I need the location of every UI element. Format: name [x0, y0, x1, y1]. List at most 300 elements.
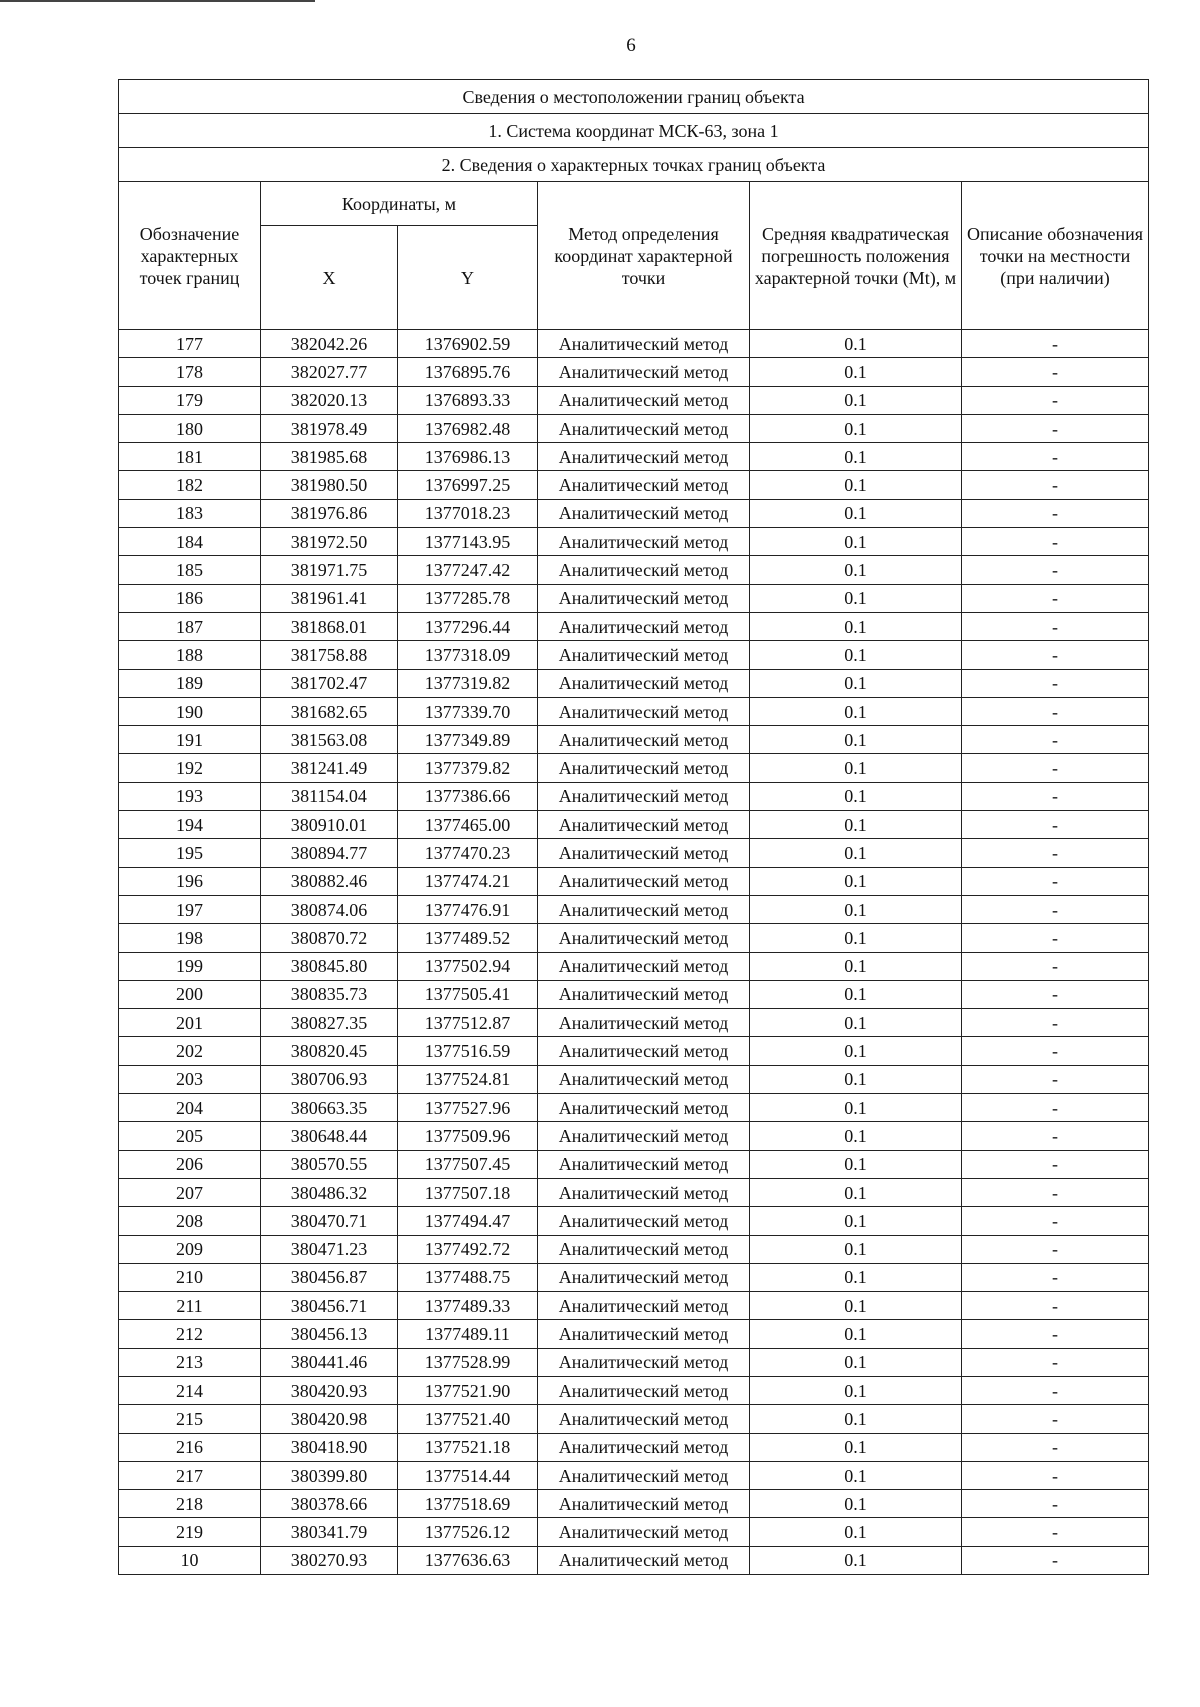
description-cell: - [962, 1235, 1149, 1263]
table-row [119, 782, 1149, 810]
x-coord-cell: 381978.49 [261, 414, 398, 442]
method-cell: Аналитический метод [538, 443, 750, 471]
accuracy-cell: 0.1 [750, 556, 962, 584]
x-coord-cell: 380570.55 [261, 1150, 398, 1178]
x-coord-cell: 380270.93 [261, 1546, 398, 1574]
description-cell: - [962, 1433, 1149, 1461]
accuracy-cell: 0.1 [750, 358, 962, 386]
x-coord-cell: 380874.06 [261, 895, 398, 923]
method-cell: Аналитический метод [538, 414, 750, 442]
method-cell: Аналитический метод [538, 584, 750, 612]
accuracy-cell: 0.1 [750, 414, 962, 442]
table-row [119, 726, 1149, 754]
header-accuracy: Средняя квадратическая погрешность положения характерной точки (Mt), м [750, 182, 962, 330]
table-row [119, 669, 1149, 697]
method-cell: Аналитический метод [538, 1207, 750, 1235]
table-row [119, 556, 1149, 584]
y-coord-cell: 1377524.81 [398, 1065, 538, 1093]
y-coord-cell: 1377247.42 [398, 556, 538, 584]
method-cell: Аналитический метод [538, 1122, 750, 1150]
x-coord-cell: 380418.90 [261, 1433, 398, 1461]
accuracy-cell: 0.1 [750, 1094, 962, 1122]
method-cell: Аналитический метод [538, 1009, 750, 1037]
method-cell: Аналитический метод [538, 924, 750, 952]
description-cell: - [962, 1292, 1149, 1320]
description-cell: - [962, 471, 1149, 499]
method-cell: Аналитический метод [538, 1094, 750, 1122]
table-row [119, 1178, 1149, 1206]
x-coord-cell: 380470.71 [261, 1207, 398, 1235]
y-coord-cell: 1376895.76 [398, 358, 538, 386]
table-row [119, 811, 1149, 839]
accuracy-cell: 0.1 [750, 839, 962, 867]
description-cell: - [962, 414, 1149, 442]
method-cell: Аналитический метод [538, 528, 750, 556]
point-id-cell: 200 [119, 980, 261, 1008]
point-id-cell: 203 [119, 1065, 261, 1093]
y-coord-cell: 1377507.18 [398, 1178, 538, 1206]
description-cell: - [962, 754, 1149, 782]
y-coord-cell: 1377349.89 [398, 726, 538, 754]
accuracy-cell: 0.1 [750, 782, 962, 810]
accuracy-cell: 0.1 [750, 1546, 962, 1574]
x-coord-cell: 380845.80 [261, 952, 398, 980]
x-coord-cell: 380420.93 [261, 1376, 398, 1404]
boundary-points-table [118, 79, 1149, 1575]
x-coord-cell: 380706.93 [261, 1065, 398, 1093]
point-id-cell: 182 [119, 471, 261, 499]
accuracy-cell: 0.1 [750, 1037, 962, 1065]
description-cell: - [962, 1461, 1149, 1489]
accuracy-cell: 0.1 [750, 811, 962, 839]
method-cell: Аналитический метод [538, 811, 750, 839]
point-id-cell: 183 [119, 499, 261, 527]
y-coord-cell: 1377018.23 [398, 499, 538, 527]
method-cell: Аналитический метод [538, 330, 750, 358]
x-coord-cell: 382027.77 [261, 358, 398, 386]
table-row [119, 330, 1149, 358]
y-coord-cell: 1376986.13 [398, 443, 538, 471]
table-row [119, 895, 1149, 923]
description-cell: - [962, 584, 1149, 612]
accuracy-cell: 0.1 [750, 443, 962, 471]
title-row [119, 114, 1149, 148]
x-coord-cell: 380894.77 [261, 839, 398, 867]
description-cell: - [962, 443, 1149, 471]
table-row [119, 1094, 1149, 1122]
point-id-cell: 219 [119, 1518, 261, 1546]
y-coord-cell: 1377521.40 [398, 1405, 538, 1433]
method-cell: Аналитический метод [538, 1037, 750, 1065]
accuracy-cell: 0.1 [750, 726, 962, 754]
x-coord-cell: 380648.44 [261, 1122, 398, 1150]
x-coord-cell: 382020.13 [261, 386, 398, 414]
table-row [119, 924, 1149, 952]
y-coord-cell: 1377489.11 [398, 1320, 538, 1348]
description-cell: - [962, 895, 1149, 923]
x-coord-cell: 381985.68 [261, 443, 398, 471]
method-cell: Аналитический метод [538, 895, 750, 923]
method-cell: Аналитический метод [538, 471, 750, 499]
point-id-cell: 197 [119, 895, 261, 923]
accuracy-cell: 0.1 [750, 1009, 962, 1037]
description-cell: - [962, 1320, 1149, 1348]
table-row [119, 1376, 1149, 1404]
point-id-cell: 193 [119, 782, 261, 810]
method-cell: Аналитический метод [538, 1320, 750, 1348]
header-coordinates: Координаты, м [261, 182, 538, 226]
method-cell: Аналитический метод [538, 1405, 750, 1433]
point-id-cell: 177 [119, 330, 261, 358]
method-cell: Аналитический метод [538, 839, 750, 867]
accuracy-cell: 0.1 [750, 1376, 962, 1404]
description-cell: - [962, 952, 1149, 980]
table-row [119, 1320, 1149, 1348]
description-cell: - [962, 528, 1149, 556]
title-row [119, 148, 1149, 182]
point-id-cell: 214 [119, 1376, 261, 1404]
method-cell: Аналитический метод [538, 1292, 750, 1320]
accuracy-cell: 0.1 [750, 1433, 962, 1461]
page-number: 6 [626, 35, 636, 56]
accuracy-cell: 0.1 [750, 499, 962, 527]
y-coord-cell: 1377518.69 [398, 1490, 538, 1518]
description-cell: - [962, 1263, 1149, 1291]
y-coord-cell: 1377636.63 [398, 1546, 538, 1574]
point-id-cell: 216 [119, 1433, 261, 1461]
table-row [119, 697, 1149, 725]
accuracy-cell: 0.1 [750, 980, 962, 1008]
y-coord-cell: 1377318.09 [398, 641, 538, 669]
header-description: Описание обозначения точки на местности (при наличии) [962, 182, 1149, 330]
method-cell: Аналитический метод [538, 754, 750, 782]
accuracy-cell: 0.1 [750, 1122, 962, 1150]
description-cell: - [962, 1546, 1149, 1574]
y-coord-cell: 1377507.45 [398, 1150, 538, 1178]
accuracy-cell: 0.1 [750, 1405, 962, 1433]
accuracy-cell: 0.1 [750, 1348, 962, 1376]
point-id-cell: 189 [119, 669, 261, 697]
y-coord-cell: 1376902.59 [398, 330, 538, 358]
accuracy-cell: 0.1 [750, 1263, 962, 1291]
point-id-cell: 205 [119, 1122, 261, 1150]
method-cell: Аналитический метод [538, 386, 750, 414]
header-x: X [261, 226, 398, 330]
y-coord-cell: 1377514.44 [398, 1461, 538, 1489]
method-cell: Аналитический метод [538, 1178, 750, 1206]
description-cell: - [962, 726, 1149, 754]
method-cell: Аналитический метод [538, 1235, 750, 1263]
description-cell: - [962, 669, 1149, 697]
y-coord-cell: 1377488.75 [398, 1263, 538, 1291]
point-id-cell: 181 [119, 443, 261, 471]
method-cell: Аналитический метод [538, 556, 750, 584]
point-id-cell: 196 [119, 867, 261, 895]
point-id-cell: 178 [119, 358, 261, 386]
table-row [119, 1348, 1149, 1376]
x-coord-cell: 381971.75 [261, 556, 398, 584]
accuracy-cell: 0.1 [750, 471, 962, 499]
accuracy-cell: 0.1 [750, 754, 962, 782]
table-row [119, 471, 1149, 499]
x-coord-cell: 380827.35 [261, 1009, 398, 1037]
x-coord-cell: 380910.01 [261, 811, 398, 839]
header-row-top [119, 182, 1149, 226]
method-cell: Аналитический метод [538, 782, 750, 810]
table-row [119, 1065, 1149, 1093]
accuracy-cell: 0.1 [750, 1320, 962, 1348]
x-coord-cell: 381154.04 [261, 782, 398, 810]
method-cell: Аналитический метод [538, 1150, 750, 1178]
point-id-cell: 201 [119, 1009, 261, 1037]
description-cell: - [962, 556, 1149, 584]
accuracy-cell: 0.1 [750, 1150, 962, 1178]
method-cell: Аналитический метод [538, 1461, 750, 1489]
description-cell: - [962, 641, 1149, 669]
point-id-cell: 210 [119, 1263, 261, 1291]
accuracy-cell: 0.1 [750, 1235, 962, 1263]
x-coord-cell: 380835.73 [261, 980, 398, 1008]
accuracy-cell: 0.1 [750, 330, 962, 358]
y-coord-cell: 1376893.33 [398, 386, 538, 414]
x-coord-cell: 381961.41 [261, 584, 398, 612]
description-cell: - [962, 1207, 1149, 1235]
y-coord-cell: 1377489.33 [398, 1292, 538, 1320]
x-coord-cell: 380870.72 [261, 924, 398, 952]
y-coord-cell: 1377509.96 [398, 1122, 538, 1150]
x-coord-cell: 381972.50 [261, 528, 398, 556]
x-coord-cell: 380456.87 [261, 1263, 398, 1291]
table-row [119, 1122, 1149, 1150]
table-row [119, 1292, 1149, 1320]
table-row [119, 980, 1149, 1008]
point-id-cell: 204 [119, 1094, 261, 1122]
description-cell: - [962, 811, 1149, 839]
point-id-cell: 191 [119, 726, 261, 754]
y-coord-cell: 1377489.52 [398, 924, 538, 952]
point-id-cell: 190 [119, 697, 261, 725]
method-cell: Аналитический метод [538, 499, 750, 527]
description-cell: - [962, 839, 1149, 867]
table-row [119, 839, 1149, 867]
x-coord-cell: 380663.35 [261, 1094, 398, 1122]
accuracy-cell: 0.1 [750, 1518, 962, 1546]
point-id-cell: 179 [119, 386, 261, 414]
table-row [119, 867, 1149, 895]
accuracy-cell: 0.1 [750, 584, 962, 612]
x-coord-cell: 382042.26 [261, 330, 398, 358]
point-id-cell: 213 [119, 1348, 261, 1376]
x-coord-cell: 381241.49 [261, 754, 398, 782]
y-coord-cell: 1376982.48 [398, 414, 538, 442]
y-coord-cell: 1377319.82 [398, 669, 538, 697]
description-cell: - [962, 1178, 1149, 1206]
table-row [119, 358, 1149, 386]
x-coord-cell: 380486.32 [261, 1178, 398, 1206]
method-cell: Аналитический метод [538, 669, 750, 697]
point-id-cell: 184 [119, 528, 261, 556]
y-coord-cell: 1377285.78 [398, 584, 538, 612]
y-coord-cell: 1377521.18 [398, 1433, 538, 1461]
description-cell: - [962, 924, 1149, 952]
table-row [119, 1207, 1149, 1235]
description-cell: - [962, 867, 1149, 895]
method-cell: Аналитический метод [538, 1263, 750, 1291]
x-coord-cell: 381702.47 [261, 669, 398, 697]
point-id-cell: 195 [119, 839, 261, 867]
y-coord-cell: 1377474.21 [398, 867, 538, 895]
table-row [119, 1490, 1149, 1518]
description-cell: - [962, 1094, 1149, 1122]
accuracy-cell: 0.1 [750, 1178, 962, 1206]
accuracy-cell: 0.1 [750, 895, 962, 923]
x-coord-cell: 380378.66 [261, 1490, 398, 1518]
description-cell: - [962, 386, 1149, 414]
y-coord-cell: 1376997.25 [398, 471, 538, 499]
description-cell: - [962, 1009, 1149, 1037]
x-coord-cell: 380456.13 [261, 1320, 398, 1348]
x-coord-cell: 381682.65 [261, 697, 398, 725]
table-row [119, 528, 1149, 556]
method-cell: Аналитический метод [538, 1348, 750, 1376]
accuracy-cell: 0.1 [750, 1065, 962, 1093]
header-method: Метод определения координат характерной точки [538, 182, 750, 330]
description-cell: - [962, 782, 1149, 810]
method-cell: Аналитический метод [538, 1433, 750, 1461]
table-row [119, 1235, 1149, 1263]
table-row [119, 612, 1149, 640]
method-cell: Аналитический метод [538, 358, 750, 386]
header-point: Обозначение характерных точек границ [119, 182, 261, 330]
point-id-cell: 206 [119, 1150, 261, 1178]
table-row [119, 1518, 1149, 1546]
y-coord-cell: 1377143.95 [398, 528, 538, 556]
description-cell: - [962, 330, 1149, 358]
method-cell: Аналитический метод [538, 641, 750, 669]
table-row [119, 1009, 1149, 1037]
y-coord-cell: 1377339.70 [398, 697, 538, 725]
description-cell: - [962, 980, 1149, 1008]
accuracy-cell: 0.1 [750, 952, 962, 980]
point-id-cell: 209 [119, 1235, 261, 1263]
accuracy-cell: 0.1 [750, 386, 962, 414]
x-coord-cell: 381868.01 [261, 612, 398, 640]
method-cell: Аналитический метод [538, 952, 750, 980]
method-cell: Аналитический метод [538, 1490, 750, 1518]
accuracy-cell: 0.1 [750, 612, 962, 640]
table-row [119, 386, 1149, 414]
table-row [119, 1263, 1149, 1291]
table-row [119, 1461, 1149, 1489]
table-row [119, 1405, 1149, 1433]
method-cell: Аналитический метод [538, 1376, 750, 1404]
description-cell: - [962, 499, 1149, 527]
point-id-cell: 215 [119, 1405, 261, 1433]
table-row [119, 952, 1149, 980]
y-coord-cell: 1377505.41 [398, 980, 538, 1008]
point-id-cell: 207 [119, 1178, 261, 1206]
y-coord-cell: 1377492.72 [398, 1235, 538, 1263]
x-coord-cell: 381980.50 [261, 471, 398, 499]
description-cell: - [962, 612, 1149, 640]
method-cell: Аналитический метод [538, 980, 750, 1008]
x-coord-cell: 380341.79 [261, 1518, 398, 1546]
method-cell: Аналитический метод [538, 726, 750, 754]
point-id-cell: 198 [119, 924, 261, 952]
scan-edge-line [0, 0, 315, 2]
title-row [119, 80, 1149, 114]
method-cell: Аналитический метод [538, 1065, 750, 1093]
description-cell: - [962, 1348, 1149, 1376]
point-id-cell: 188 [119, 641, 261, 669]
x-coord-cell: 381976.86 [261, 499, 398, 527]
table-row [119, 499, 1149, 527]
y-coord-cell: 1377465.00 [398, 811, 538, 839]
table-row [119, 1546, 1149, 1574]
y-coord-cell: 1377526.12 [398, 1518, 538, 1546]
accuracy-cell: 0.1 [750, 641, 962, 669]
point-id-cell: 185 [119, 556, 261, 584]
description-cell: - [962, 1490, 1149, 1518]
header-y: Y [398, 226, 538, 330]
section-title: Сведения о местоположении границ объекта [119, 80, 1149, 114]
description-cell: - [962, 1376, 1149, 1404]
description-cell: - [962, 697, 1149, 725]
table-row [119, 1433, 1149, 1461]
table-row [119, 754, 1149, 782]
y-coord-cell: 1377502.94 [398, 952, 538, 980]
table-row [119, 443, 1149, 471]
point-id-cell: 208 [119, 1207, 261, 1235]
point-id-cell: 212 [119, 1320, 261, 1348]
point-id-cell: 180 [119, 414, 261, 442]
accuracy-cell: 0.1 [750, 669, 962, 697]
y-coord-cell: 1377516.59 [398, 1037, 538, 1065]
description-cell: - [962, 1150, 1149, 1178]
accuracy-cell: 0.1 [750, 1490, 962, 1518]
y-coord-cell: 1377521.90 [398, 1376, 538, 1404]
accuracy-cell: 0.1 [750, 867, 962, 895]
y-coord-cell: 1377386.66 [398, 782, 538, 810]
y-coord-cell: 1377528.99 [398, 1348, 538, 1376]
y-coord-cell: 1377494.47 [398, 1207, 538, 1235]
x-coord-cell: 380420.98 [261, 1405, 398, 1433]
description-cell: - [962, 1518, 1149, 1546]
description-cell: - [962, 1122, 1149, 1150]
x-coord-cell: 381563.08 [261, 726, 398, 754]
points-section-title: 2. Сведения о характерных точках границ объекта [119, 148, 1149, 182]
accuracy-cell: 0.1 [750, 697, 962, 725]
description-cell: - [962, 358, 1149, 386]
point-id-cell: 186 [119, 584, 261, 612]
x-coord-cell: 380399.80 [261, 1461, 398, 1489]
description-cell: - [962, 1065, 1149, 1093]
accuracy-cell: 0.1 [750, 1292, 962, 1320]
table-row [119, 641, 1149, 669]
point-id-cell: 192 [119, 754, 261, 782]
y-coord-cell: 1377379.82 [398, 754, 538, 782]
accuracy-cell: 0.1 [750, 1461, 962, 1489]
method-cell: Аналитический метод [538, 612, 750, 640]
method-cell: Аналитический метод [538, 697, 750, 725]
y-coord-cell: 1377296.44 [398, 612, 538, 640]
accuracy-cell: 0.1 [750, 528, 962, 556]
x-coord-cell: 380471.23 [261, 1235, 398, 1263]
x-coord-cell: 380441.46 [261, 1348, 398, 1376]
table-row [119, 414, 1149, 442]
x-coord-cell: 380820.45 [261, 1037, 398, 1065]
point-id-cell: 199 [119, 952, 261, 980]
